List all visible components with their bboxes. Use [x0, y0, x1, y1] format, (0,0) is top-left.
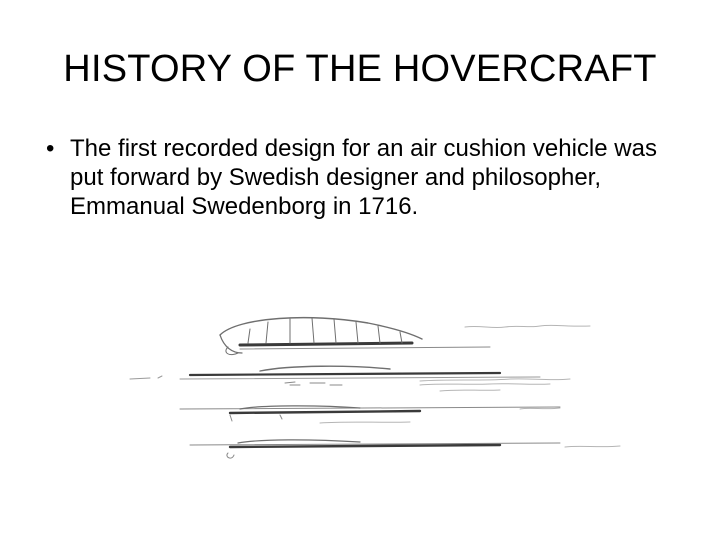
bullet-list — [46, 134, 686, 221]
hovercraft-sketch-image — [120, 305, 640, 475]
hull-side-view-1 — [130, 366, 570, 381]
hull-top-view — [220, 318, 590, 355]
hull-annotation — [285, 382, 550, 391]
hull-side-view-2 — [180, 406, 560, 423]
bullet-text: The first recorded design for an air cushion vehicle was put forward by Swedish designer and philosopher, Emmanual Swedenborg in 1716. — [70, 135, 657, 220]
slide-title: HISTORY OF THE HOVERCRAFT — [63, 48, 657, 90]
bullet-item — [46, 134, 686, 221]
bullet-marker: • — [46, 135, 55, 162]
hull-side-view-3 — [190, 440, 620, 458]
